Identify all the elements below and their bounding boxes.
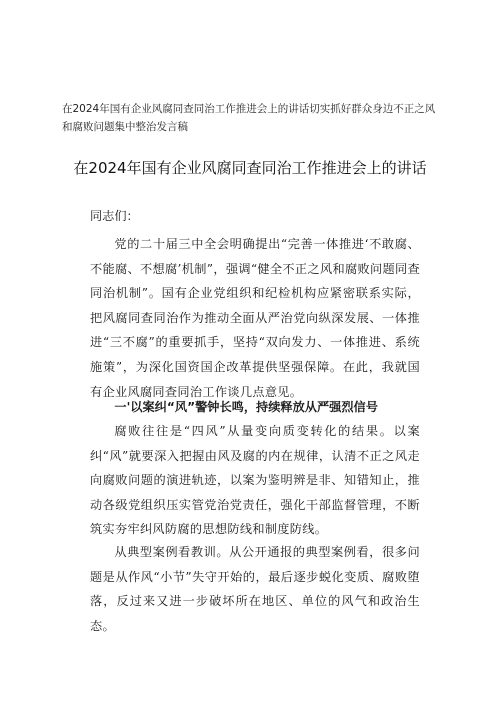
document-header: 在2024年国有企业风腐同查同治工作推进会上的讲话切实抓好群众身边不正之风和腐败问题集中整治发言稿: [62, 103, 436, 133]
body-paragraph: 腐败往往是“四风”从量变向质变转化的结果。以案纠“风”就要深入把握由风及腐的内在规律，认清不正之风走向腐败问题的演进轨迹，以案为鉴明辨是非、知错知止，推动各级党组织压实管党治党责任，强化干部监督管理，不断筑实夯牢纠风防腐的思想防线和制度防线。: [90, 424, 420, 537]
section-body-2: [90, 540, 420, 638]
section-heading: 一'以案纠“风”警钟长鸣，持续释放从严强烈信号: [114, 400, 378, 414]
salutation: 同志们：: [90, 209, 139, 223]
intro-paragraph: 党的二十届三中全会明确提出“完善一体推进‘不敢腐、不能腐、不想腐’机制”，强调“健全不正之风和腐败问题同查同治机制”。国有企业党组织和纪检机构应紧密联系实际，把风腐同查同治作为推动全面从严治党向纵深发展、一体推进“三不腐”的重要抓手，坚持“双向发力、一体推进、系统施策”，为深化国资国企改革提供坚强保障。在此，我就国有企业风腐同查同治工作谈几点意见。: [90, 237, 420, 399]
page-title: 在2024年国有企业风腐同查同治工作推进会上的讲话: [73, 159, 427, 177]
intro-block: [90, 232, 420, 404]
section-body-1: [90, 419, 420, 542]
body-paragraph: 从典型案例看教训。从公开通报的典型案例看，很多问题是从作风“小节”失守开始的，最后逐步蜕化变质、腐败堕落，反过来又进一步破坏所在地区、单位的风气和政治生态。: [90, 545, 420, 633]
